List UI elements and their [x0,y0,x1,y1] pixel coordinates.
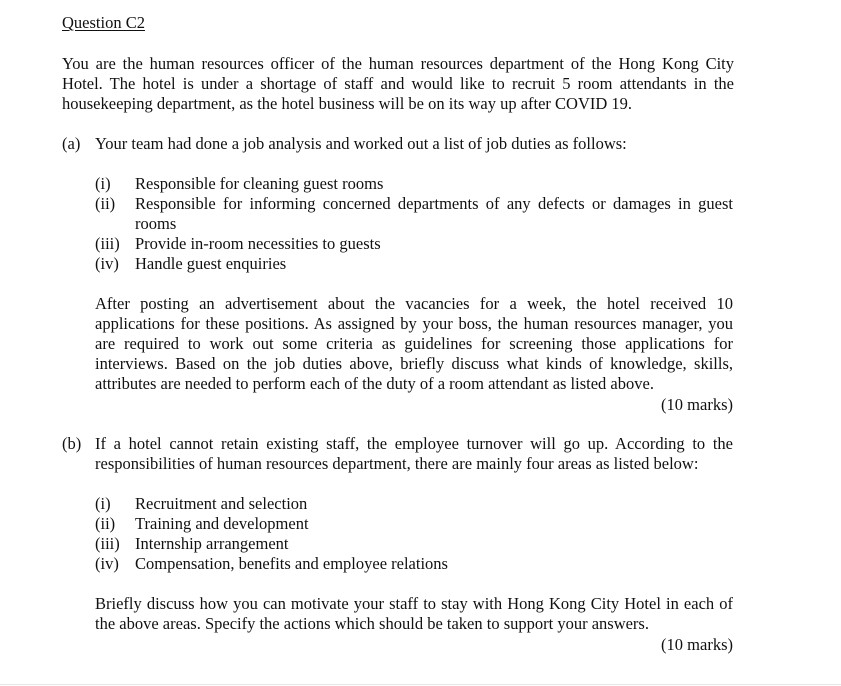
part-b-item [95,554,735,574]
question-title: Question C2 [62,13,145,32]
item-text: Provide in-room necessities to guests [135,234,381,253]
part-b-lead: If a hotel cannot retain existing staff, the employee turnover will go up. According to the responsibilities of human resources department, there are mainly four areas as listed below: [95,434,733,473]
item-number: (i) [95,494,111,513]
part-a-question: After posting an advertisement about the vacancies for a week, the hotel received 10 applications for these positions. As assigned by your boss, the human resources manager, you are required to work out some criteria as guidelines for screening those applications for interviews. Based on the job duties above, briefly discuss what kinds of knowledge, skills, attributes are needed to perform each of the duty of a room attendant as listed above. [95,294,733,393]
part-b-marks: (10 marks) [661,635,733,654]
item-text: Responsible for informing concerned departments of any defects or damages in guest rooms [135,194,733,233]
item-number: (i) [95,174,111,193]
part-a-item [95,174,735,194]
item-number: (ii) [95,194,116,213]
item-text: Handle guest enquiries [135,254,287,273]
item-text: Compensation, benefits and employee relations [135,554,448,573]
item-number: (iii) [95,534,120,553]
item-text: Responsible for cleaning guest rooms [135,174,384,193]
part-b-label: (b) [62,434,82,453]
part-a-item [95,194,735,234]
intro-paragraph: You are the human resources officer of the human resources department of the Hong Kong City Hotel. The hotel is under a shortage of staff and would like to recruit 5 room attendants in the housekeeping department, as the hotel business will be on its way up after COVID 19. [62,54,734,113]
item-text: Recruitment and selection [135,494,308,513]
item-number: (iv) [95,554,119,573]
page-bottom-divider [0,684,841,685]
part-a-lead: Your team had done a job analysis and worked out a list of job duties as follows: [95,134,627,153]
part-b-question: Briefly discuss how you can motivate your staff to stay with Hong Kong City Hotel in each of the above areas. Specify the actions which should be taken to support your answers. [95,594,733,633]
item-number: (iii) [95,234,120,253]
item-text: Training and development [135,514,309,533]
item-number: (iv) [95,254,119,273]
part-b-item [95,514,735,534]
part-a-marks: (10 marks) [661,395,733,414]
item-text: Internship arrangement [135,534,289,553]
part-a-item [95,234,735,254]
part-a-item [95,254,735,274]
part-a-label: (a) [62,134,81,153]
part-b-item [95,494,735,514]
item-number: (ii) [95,514,116,533]
part-b-item [95,534,735,554]
